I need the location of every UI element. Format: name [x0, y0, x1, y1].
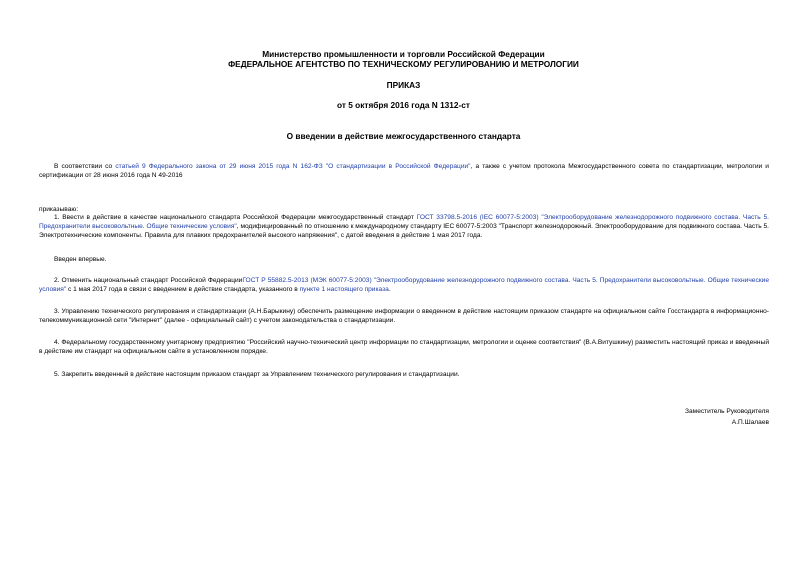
introduced-first-note: Введен впервые.	[54, 256, 107, 263]
signatory-name: А.П.Шалаев	[731, 419, 769, 426]
item-2-text-pre: 2. Отменить национальный стандарт Российской Федерации	[54, 277, 243, 284]
item-2-paragraph	[39, 276, 769, 294]
intro-paragraph	[39, 162, 769, 180]
item-1-text-pre: 1. Ввести в действие в качестве национального стандарта Российской Федерации межгосударственный стандарт	[54, 214, 417, 221]
gost-33798-link[interactable]: ГОСТ 33798.5-2016 (IEC 60077-5:2003) "Электрооборудование железнодорожного подвижного состава. Часть 5. Предохранители высоковольтные. Общие технические условия"	[39, 214, 770, 230]
item-3-paragraph: 3. Управлению технического регулирования и стандартизации (А.Н.Барыкину) обеспечить размещение информации о введенном в действие настоящим приказом стандарте на официальном сайте Госстандарта в информационно-телекоммуникационной сети "Интернет" (далее - официальный сайт) с учетом законодательства о стандартизации.	[39, 308, 769, 324]
item-1-ref-link[interactable]: пункте 1 настоящего приказа	[299, 286, 389, 293]
item-2-text-post: .	[388, 286, 391, 293]
item-2-text-mid: с 1 мая 2017 года в связи с введением в действие стандарта, указанного в	[66, 286, 300, 293]
item-5-paragraph: 5. Закрепить введенный в действие настоящим приказом стандарт за Управлением технического регулирования и стандартизации.	[54, 371, 460, 378]
intro-text-post: , а также с учетом протокола Межгосударственного совета по стандартизации, метрологии и сертификации от 28 июня 2016 года N 49-2016	[39, 163, 769, 179]
signatory-position: Заместитель Руководителя	[685, 408, 769, 415]
law-link[interactable]: статьей 9 Федерального закона от 29 июня 2015 года N 162-ФЗ "О стандартизации в Российской Федерации"	[115, 163, 471, 170]
item-1-paragraph	[39, 213, 769, 240]
item-4-paragraph: 4. Федеральному государственному унитарному предприятию "Российский научно-технический центр информации по стандартизации, метрологии и оценке соответствия" (В.А.Витушкину) разместить настоящий приказ и введенный в действие им стандарт на официальном сайте в установленном порядке.	[39, 339, 769, 355]
doc-type: ПРИКАЗ	[386, 80, 421, 90]
ministry-name: Министерство промышленности и торговли Российской Федерации	[262, 49, 545, 59]
doc-date: от 5 октября 2016 года N 1312-ст	[337, 100, 470, 110]
intro-text-pre: В соответствии со	[54, 163, 116, 170]
item-1-text-post: , модифицированный по отношению к международному стандарту IEC 60077-5:2003 "Транспорт железнодорожный. Электрооборудование для подвижного состава. Часть 5. Электротехнические компоненты. Правила для плавких предохранителей высокого напряжения", с датой введения в действие 1 мая 2017 года.	[39, 223, 769, 239]
order-word: приказываю:	[39, 206, 79, 213]
agency-name: ФЕДЕРАЛЬНОЕ АГЕНТСТВО ПО ТЕХНИЧЕСКОМУ РЕГУЛИРОВАНИЮ И МЕТРОЛОГИИ	[228, 59, 579, 69]
gost-r-55882-link[interactable]: ГОСТ Р 55882.5-2013 (МЭК 60077-5:2003) "Электрооборудование железнодорожного подвижного состава. Часть 5. Предохранители высоковольтные. Общие технические условия"	[39, 277, 770, 293]
doc-title: О введении в действие межгосударственного стандарта	[286, 131, 521, 141]
